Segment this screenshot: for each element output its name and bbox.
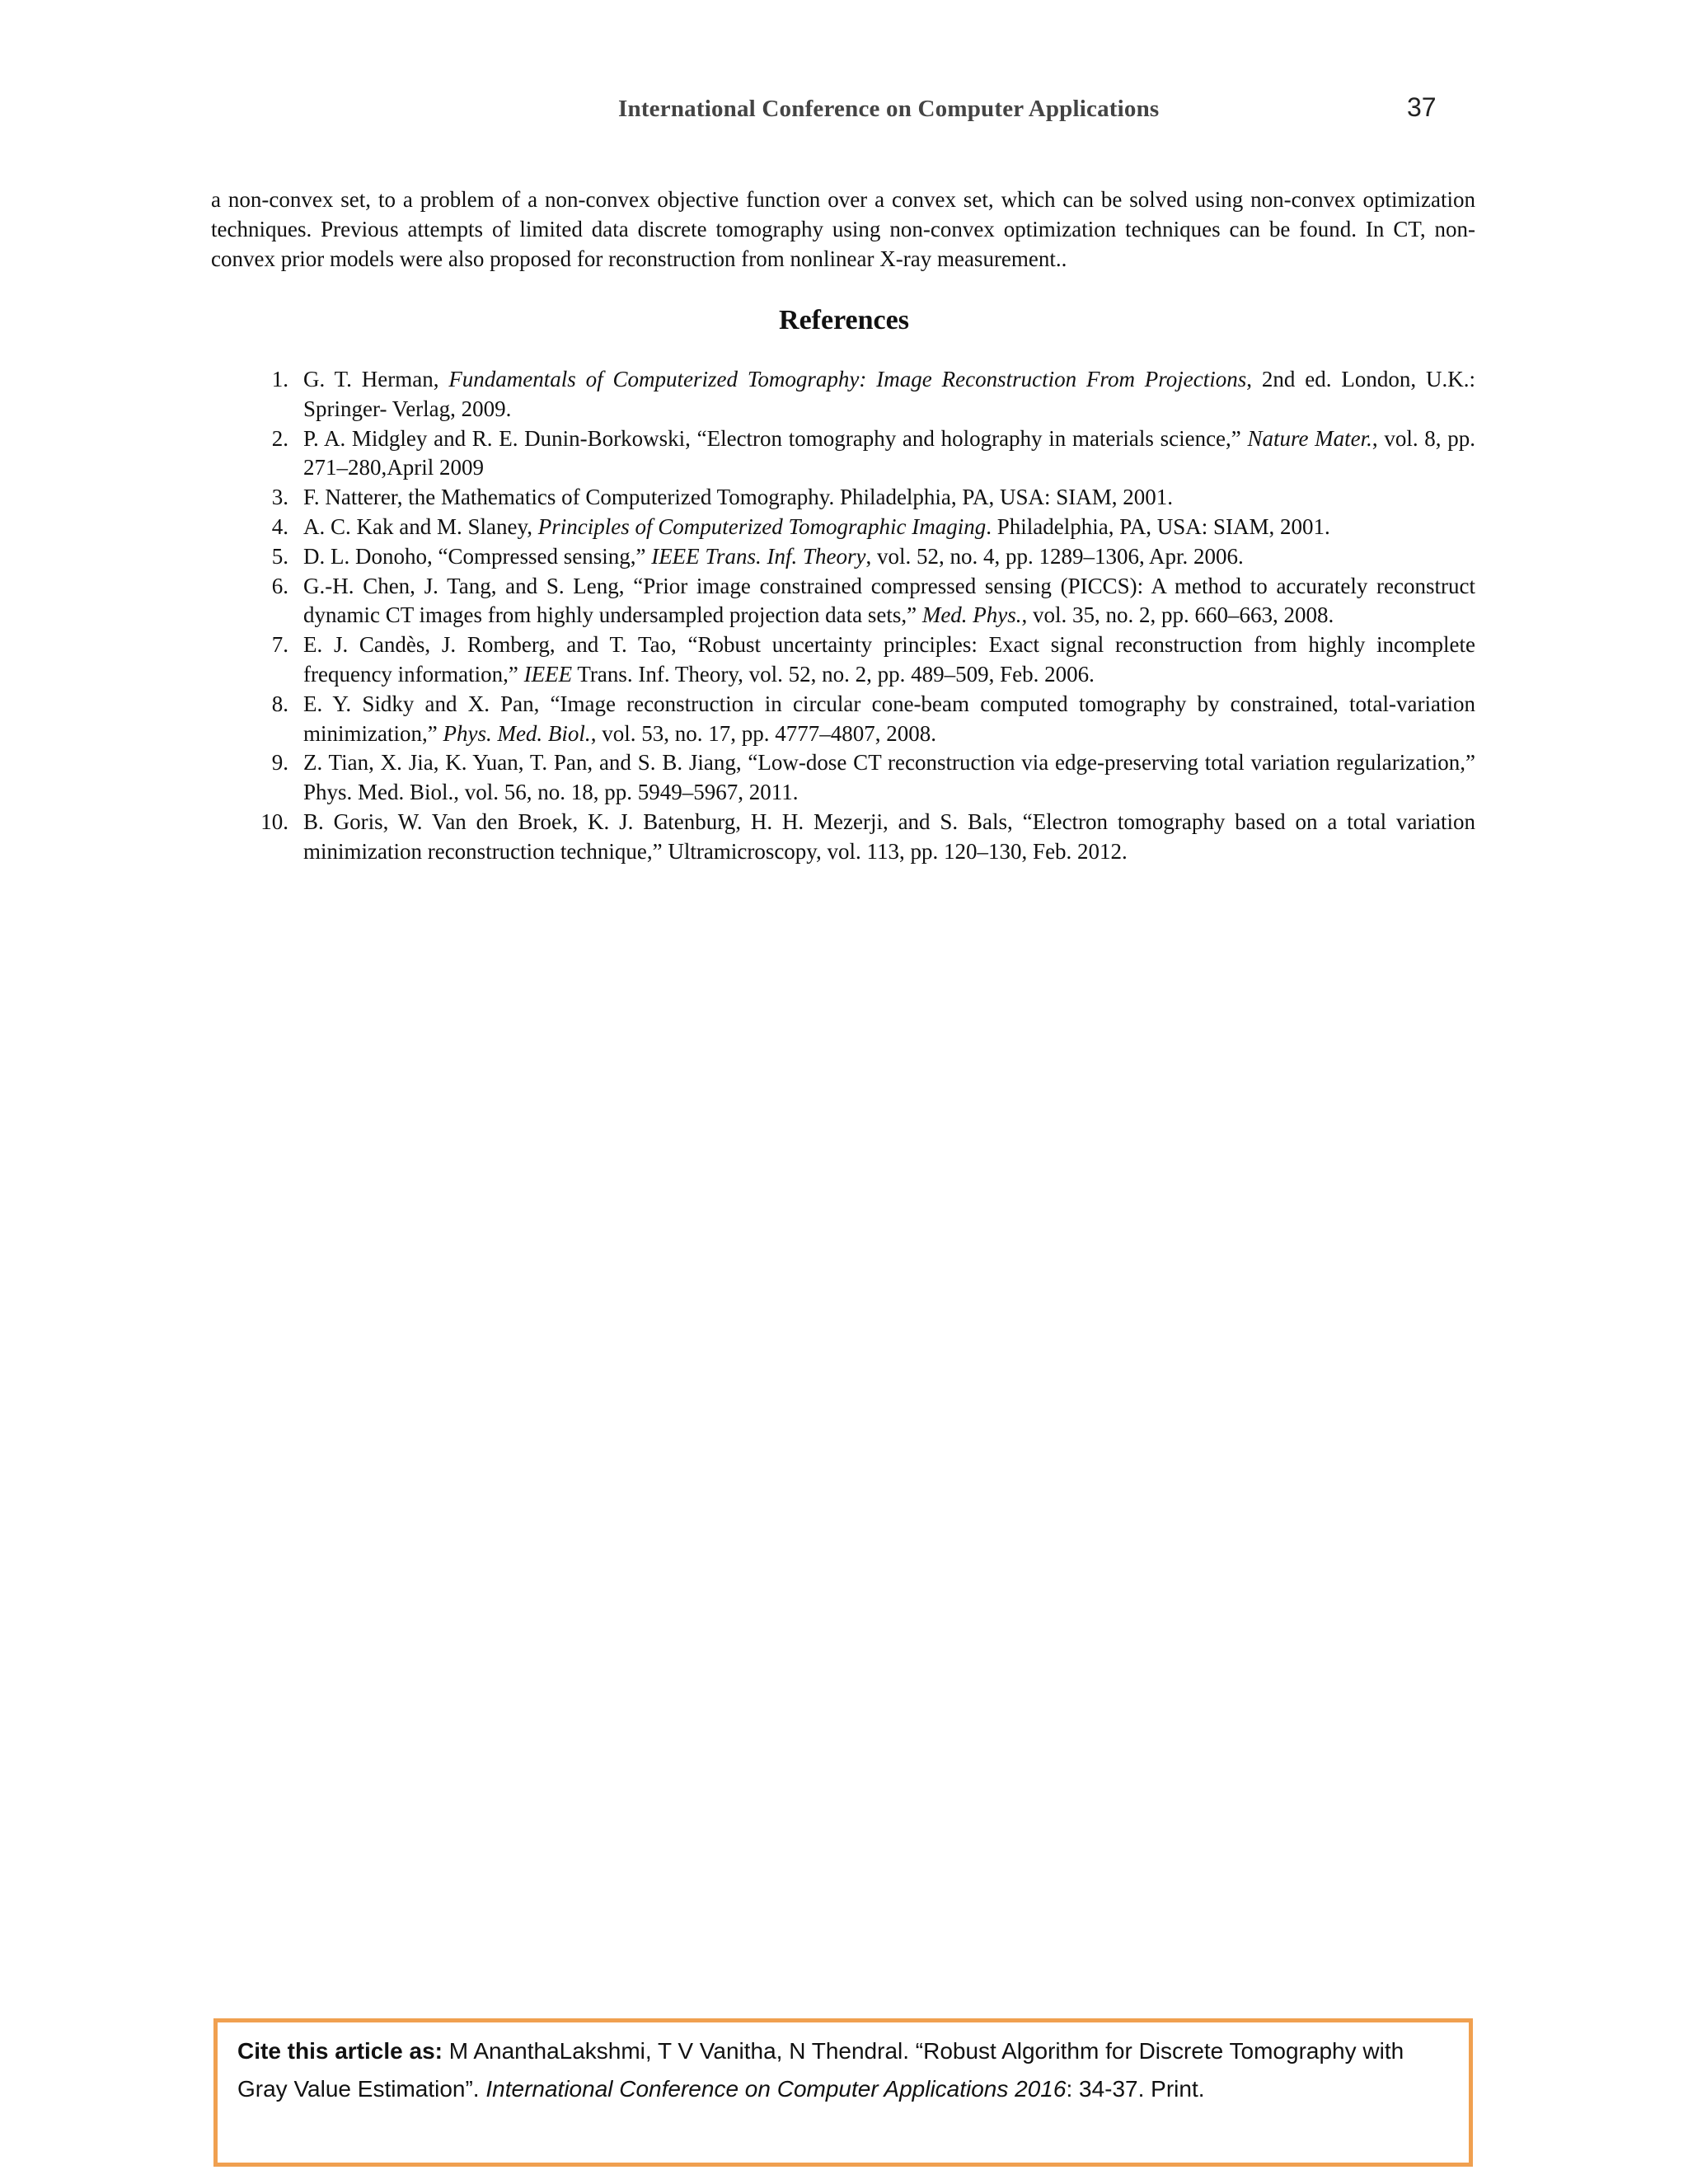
citation-box (213, 2018, 1473, 2167)
reference-number: 6. (271, 573, 288, 598)
reference-number: 7. (271, 632, 288, 658)
reference-title-italic: Fundamentals of Computerized Tomography: Image Reconstruction From Projections (448, 367, 1247, 391)
reference-title-italic: Principles of Computerized Tomographic Imaging (537, 513, 987, 539)
reference-text-tail: . Philadelphia, PA, USA: SIAM, 2001. (986, 513, 1330, 539)
reference-text: P. A. Midgley and R. E. Dunin-Borkowski, “Electron tomography and holography in materials science,” (303, 425, 1248, 451)
reference-number: 2. (271, 425, 288, 451)
references-heading: References (779, 305, 909, 335)
reference-title-italic: Phys. Med. Biol. (443, 720, 591, 746)
reference-text: G. T. Herman, (303, 367, 449, 391)
reference-item (211, 630, 1475, 690)
reference-item (211, 542, 1475, 572)
intro-paragraph: a non-convex set, to a problem of a non-convex objective function over a convex set, which can be solved using non-convex optimization techniques. Previous attempts of limited data discrete tomography using non-convex optimization techniques can be found. In CT, non-convex prior models were also proposed for reconstruction from nonlinear X-ray measurement.. (211, 187, 1475, 271)
reference-title-italic: IEEE (523, 661, 573, 687)
reference-text-tail: Trans. Inf. Theory, vol. 52, no. 2, pp. 489–509, Feb. 2006. (572, 661, 1095, 687)
reference-text: D. L. Donoho, “Compressed sensing,” (303, 543, 652, 569)
reference-number: 4. (271, 513, 288, 539)
citation-journal: International Conference on Computer Applications 2016 (485, 2076, 1067, 2102)
citation-pages: : 34-37. Print. (1066, 2076, 1205, 2102)
reference-text: A. C. Kak and M. Slaney, (303, 513, 538, 539)
reference-text: E. Y. Sidky and X. Pan, “Image reconstruction in circular cone-beam computed tomography by constrained, total-variation minimization,” (303, 691, 1475, 746)
reference-item (211, 424, 1475, 484)
citation-label: Cite this article as: (237, 2038, 443, 2064)
reference-text-tail: , vol. 53, no. 17, pp. 4777–4807, 2008. (590, 720, 936, 746)
reference-text-tail: , 2nd ed. London, U.K.: Springer- Verlag, 2009. (303, 367, 1475, 421)
reference-title-italic: IEEE Trans. Inf. Theory (651, 543, 866, 569)
reference-text: Z. Tian, X. Jia, K. Yuan, T. Pan, and S. B. Jiang, “Low-dose CT reconstruction via edge-preserving total variation regularization,” Phys. Med. Biol., vol. 56, no. 18, pp. 5949–5967, 2011. (303, 750, 1475, 805)
reference-list (211, 365, 1475, 867)
header-title: International Conference on Computer Applications (618, 96, 1160, 122)
reference-text: G.-H. Chen, J. Tang, and S. Leng, “Prior image constrained compressed sensing (PICCS): A method to accurately reconstruct dynamic CT images from highly undersampled projection data sets,” (303, 573, 1475, 628)
reference-title-italic: Med. Phys. (921, 602, 1022, 628)
reference-number: 10. (260, 808, 288, 834)
reference-text-tail: , vol. 35, no. 2, pp. 660–663, 2008. (1021, 602, 1334, 628)
reference-number: 5. (271, 543, 288, 569)
reference-item (211, 572, 1475, 631)
reference-number: 3. (271, 485, 288, 510)
reference-title-italic: Nature Mater. (1247, 425, 1372, 451)
reference-text: B. Goris, W. Van den Broek, K. J. Batenburg, H. H. Mezerji, and S. Bals, “Electron tomography based on a total variation minimization reconstruction technique,” Ultramicroscopy, vol. 113, pp. 120–130, Feb. 2012. (303, 808, 1475, 864)
reference-item (211, 365, 1475, 424)
reference-item (211, 483, 1475, 513)
reference-number: 8. (271, 691, 288, 716)
citation-authors-title: M AnanthaLakshmi, T V Vanitha, N Thendral. “Robust Algorithm for Discrete Tomography with Gray Value Estimation”. (237, 2038, 1404, 2102)
reference-text-tail: , vol. 8, pp. 271–280,April 2009 (303, 425, 1475, 480)
reference-item (211, 748, 1475, 808)
reference-text-tail: , vol. 52, no. 4, pp. 1289–1306, Apr. 2006. (865, 543, 1244, 569)
reference-item (211, 808, 1475, 867)
citation-text (237, 2032, 1449, 2108)
page-number: 37 (1407, 92, 1437, 122)
reference-text: F. Natterer, the Mathematics of Computerized Tomography. Philadelphia, PA, USA: SIAM, 2001. (303, 485, 1173, 510)
reference-number: 9. (271, 750, 288, 776)
reference-item (211, 690, 1475, 749)
reference-number: 1. (271, 367, 288, 391)
reference-text: E. J. Candès, J. Romberg, and T. Tao, “Robust uncertainty principles: Exact signal reconstruction from highly incomplete frequency information,” (303, 632, 1475, 687)
reference-item (211, 513, 1475, 542)
